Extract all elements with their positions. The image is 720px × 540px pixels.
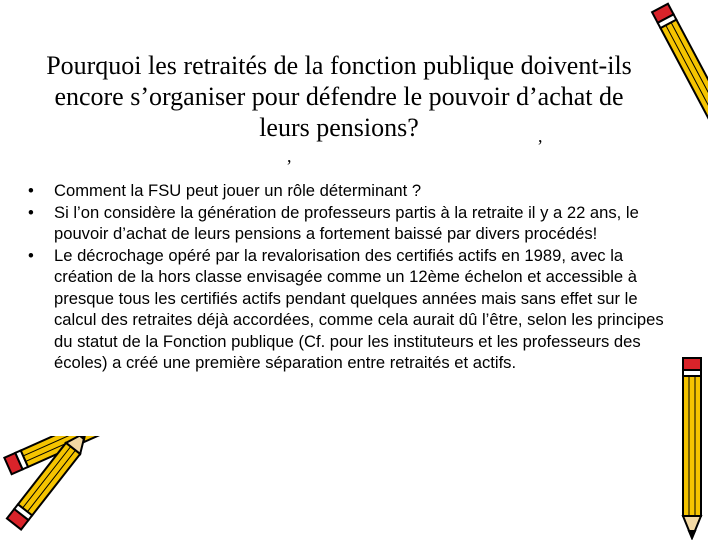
bullet-item [26, 180, 674, 202]
bullet-item [26, 202, 674, 245]
title-line: leurs pensions? [259, 113, 419, 142]
bullet-text: Le décrochage opéré par la revalorisation des certifiés actifs en 1989, avec la création de la hors classe envisagée comme un 12ème échelon et accessible à presque tous les certifiés actifs pendant quelques années mais sans effet sur le calcul des retraites déjà accordées, comme cela aurait dû l’être, selon les principes du statut de la Fonction publique (Cf. pour les instituteurs et les professeurs des écoles) a créé une première séparation entre retraités et actifs. [54, 245, 664, 372]
bullet-item [26, 245, 674, 374]
pencil-icon [672, 356, 712, 540]
bullet-text: Si l’on considère la génération de professeurs partis à la retraite il y a 22 ans, le pouvoir d’achat de leurs pensions a fortement baissé par divers procédés! [54, 202, 639, 243]
bullet-marker: • [28, 245, 34, 265]
bullet-marker: • [28, 181, 34, 200]
title-line: Pourquoi les retraités de la fonction publique doivent-ils [46, 51, 632, 80]
bullet-text: Comment la FSU peut jouer un rôle déterminant ? [54, 181, 422, 200]
bullet-list [26, 180, 674, 374]
slide-title [14, 50, 664, 143]
crossed-pencils-icon [0, 436, 135, 540]
stray-comma: , [538, 126, 543, 146]
title-line: encore s’organiser pour défendre le pouvoir d’achat de [54, 82, 624, 111]
bullet-marker: • [28, 202, 34, 222]
stray-comma: , [287, 146, 292, 166]
